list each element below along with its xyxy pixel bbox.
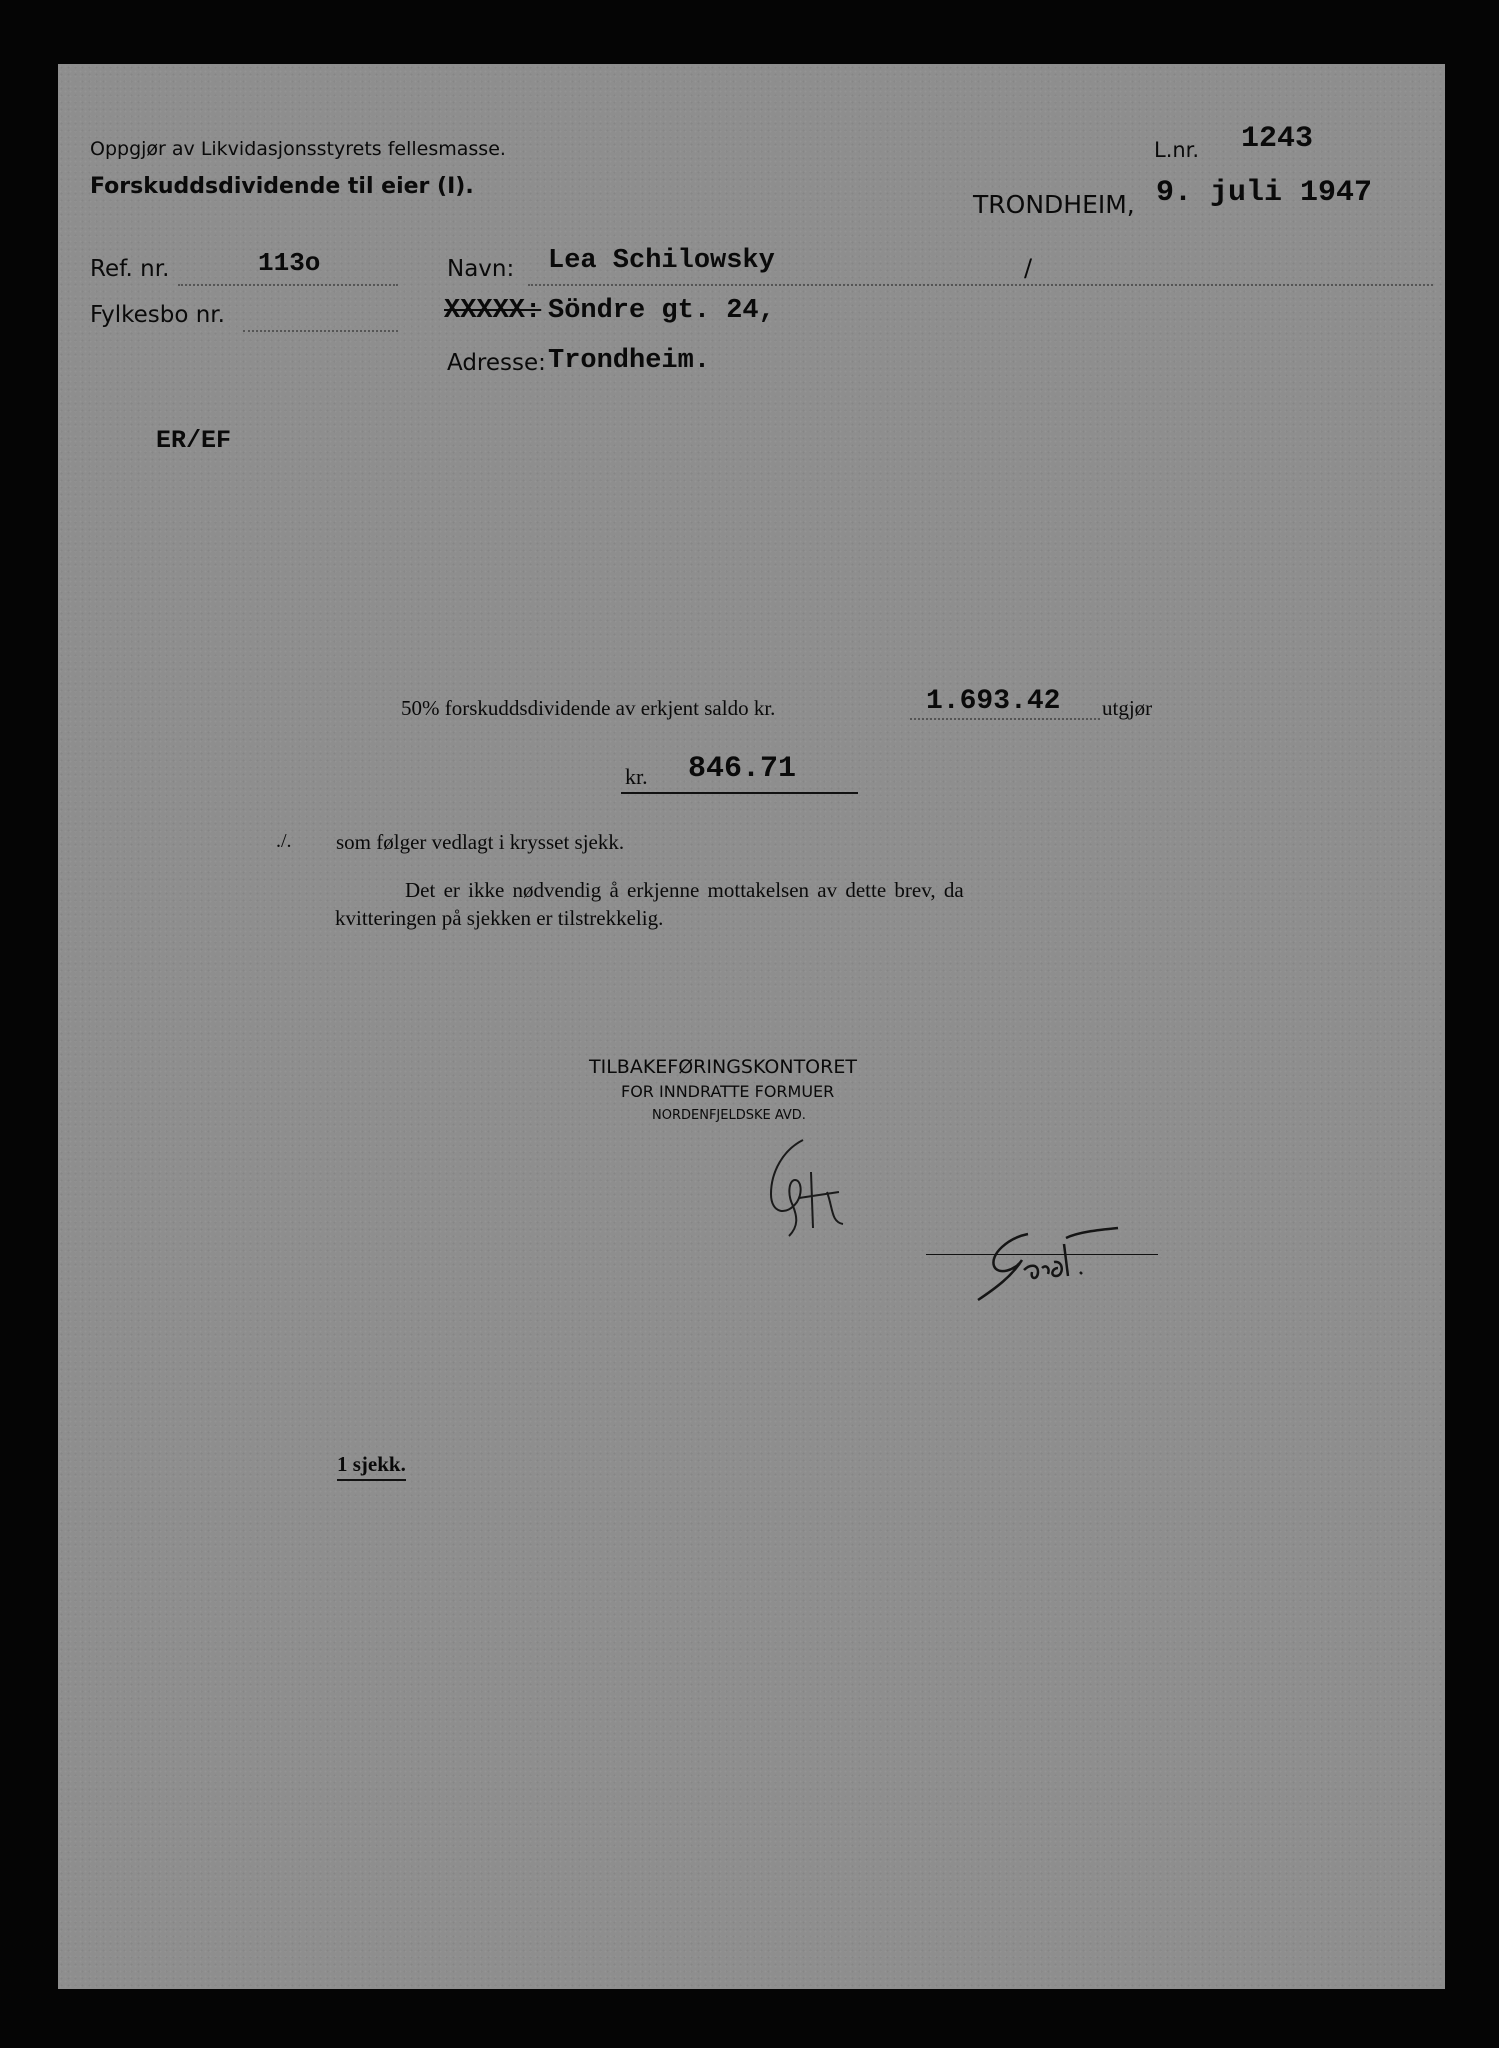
street-value: Söndre gt. 24, [548, 296, 775, 326]
cheque-line: som følger vedlagt i krysset sjekk. [336, 830, 625, 854]
notice-line-1: Det er ikke nødvendig å erkjenne mottakelsen av dette brev, da [405, 878, 964, 902]
amount-prefix: kr. [625, 764, 648, 789]
amount-value: 846.71 [688, 752, 797, 786]
street-struck-label: XXXXX: [444, 296, 542, 326]
stamp-line-2: FOR INNDRATTE FORMUER [621, 1082, 835, 1101]
navn-value: Lea Schilowsky [548, 246, 775, 276]
lnr-label: L.nr. [1154, 138, 1200, 162]
lnr-value: 1243 [1241, 122, 1314, 156]
utgjor-text: utgjør [1102, 696, 1153, 720]
notice-line-2: kvitteringen på sjekken er tilstrekkelig. [335, 906, 664, 930]
amount-underline [621, 792, 858, 794]
saldo-value: 1.693.42 [926, 686, 1061, 717]
document-page [58, 64, 1445, 1989]
date-value: 9. juli 1947 [1156, 176, 1373, 210]
header-subtitle: Forskuddsdividende til eier (I). [90, 174, 474, 199]
navn-label: Navn: [447, 256, 515, 282]
adresse-value: Trondheim. [548, 346, 711, 376]
stamp-line-3: NORDENFJELDSKE AVD. [652, 1108, 806, 1123]
ref-label: Ref. nr. [90, 256, 170, 282]
dividend-text: 50% forskuddsdividende av erkjent saldo kr. [401, 696, 776, 720]
header-title: Oppgjør av Likvidasjonsstyrets fellesmasse. [90, 138, 506, 160]
reference-initials: ER/EF [156, 426, 232, 455]
stamp-line-1: TILBAKEFØRINGSKONTORET [589, 1056, 857, 1078]
footer-enclosure: 1 sjekk. [337, 1452, 406, 1481]
adresse-label: Adresse: [447, 350, 546, 376]
enclosure-mark: ./. [276, 830, 292, 852]
ref-value: 113o [258, 248, 321, 278]
navn-slash: / [1024, 254, 1033, 282]
signature [968, 1224, 1148, 1304]
place-label: TRONDHEIM, [973, 190, 1135, 219]
handwritten-initials [743, 1132, 853, 1242]
fylkesbo-label: Fylkesbo nr. [90, 302, 225, 328]
